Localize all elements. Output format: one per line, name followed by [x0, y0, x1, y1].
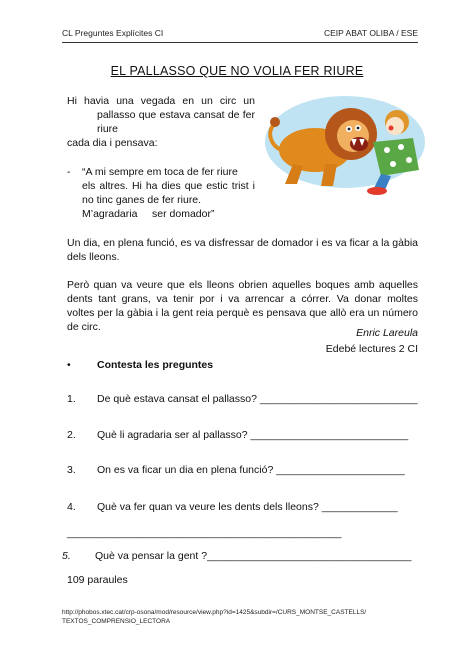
- story-paragraph-3-line-4: de circ.: [67, 321, 101, 333]
- footer-url-line-1: http://phobos.xtec.cat/crp-osona/mod/resource/view.php?id=1425&subdir=/CURS_MONTSE_CASTELLS/: [62, 609, 367, 616]
- clown-nose: [389, 126, 394, 131]
- clown-suit-dot: [398, 144, 404, 150]
- lion-pupil-left: [348, 128, 351, 131]
- quote-line-3: no tinc ganes de fer riure.: [82, 194, 202, 206]
- clown-suit-dot: [384, 147, 390, 153]
- header-left-text: CL Preguntes Explícites CI: [62, 28, 164, 38]
- story-paragraph-3-line-2: dents tant grans, va tenir por i va arrencar a córrer. Va donar moltes: [67, 293, 418, 305]
- story-intro-line-1: Hi havia una vegada en un circ un: [67, 95, 255, 107]
- question-4-answer-line[interactable]: _______________________________________________: [67, 527, 342, 539]
- story-paragraph-2-line-2: dels lleons.: [67, 251, 120, 263]
- quote-marker: -: [67, 166, 71, 178]
- story-author: Enric Lareula: [356, 327, 418, 339]
- header-right-text: CEIP ABAT OLIBA / ESE: [323, 28, 418, 38]
- lion-chasing-clown-illustration: [263, 92, 425, 197]
- question-5-number: 5.: [62, 550, 71, 562]
- story-paragraph-3-line-1: Però quan va veure que els lleons obrien aquelles boques amb aquelles: [67, 279, 418, 291]
- lion-tail-tuft: [270, 117, 280, 127]
- story-intro-line-4: cada dia i pensava:: [67, 137, 158, 149]
- question-3-number: 3.: [67, 464, 76, 476]
- quote-line-2: els altres. Hi ha dies que estic trist i: [82, 180, 255, 192]
- question-3-text[interactable]: On es va ficar un dia en plena funció? ______________________: [97, 464, 405, 476]
- questions-bullet: •: [67, 359, 71, 371]
- story-source: Edebé lectures 2 CI: [325, 343, 418, 355]
- clown-shoe: [367, 187, 387, 195]
- story-paragraph-2-line-1: Un dia, en plena funció, es va disfressar de domador i es va ficar a la gàbia: [67, 237, 418, 249]
- question-4-number: 4.: [67, 501, 76, 513]
- page-title: EL PALLASSO QUE NO VOLIA FER RIURE: [110, 64, 364, 78]
- question-2-number: 2.: [67, 429, 76, 441]
- clown-face: [386, 117, 404, 135]
- question-1-text[interactable]: De què estava cansat el pallasso? ___________________________: [97, 393, 418, 405]
- question-5-text[interactable]: Què va pensar la gent ?___________________________________: [95, 550, 412, 562]
- clown-suit-dot: [390, 161, 396, 167]
- story-intro-line-3: riure: [97, 123, 119, 135]
- footer-url-line-2: TEXTOS_COMPRENSIO_LECTORA: [62, 618, 171, 625]
- word-count: 109 paraules: [67, 574, 128, 586]
- page-header: [62, 28, 418, 42]
- story-paragraph-3-line-3: voltes per la gàbia i la gent reia perquè es pensava que allò era un número: [67, 307, 418, 319]
- question-4-text[interactable]: Què va fer quan va veure les dents dels lleons? _____________: [97, 501, 398, 513]
- quote-line-4: M’agradaria ser domador”: [82, 208, 215, 220]
- story-intro-line-2: pallasso que estava cansat de fer: [97, 109, 255, 121]
- header-divider: [62, 42, 418, 43]
- quote-line-1: “A mi sempre em toca de fer riure: [82, 166, 238, 178]
- question-2-text[interactable]: Què li agradaria ser al pallasso? ___________________________: [97, 429, 409, 441]
- lion-pupil-right: [357, 127, 360, 130]
- question-1-number: 1.: [67, 393, 76, 405]
- questions-heading: Contesta les preguntes: [97, 359, 214, 371]
- clown-suit-dot: [406, 157, 412, 163]
- clown-suit: [373, 138, 419, 176]
